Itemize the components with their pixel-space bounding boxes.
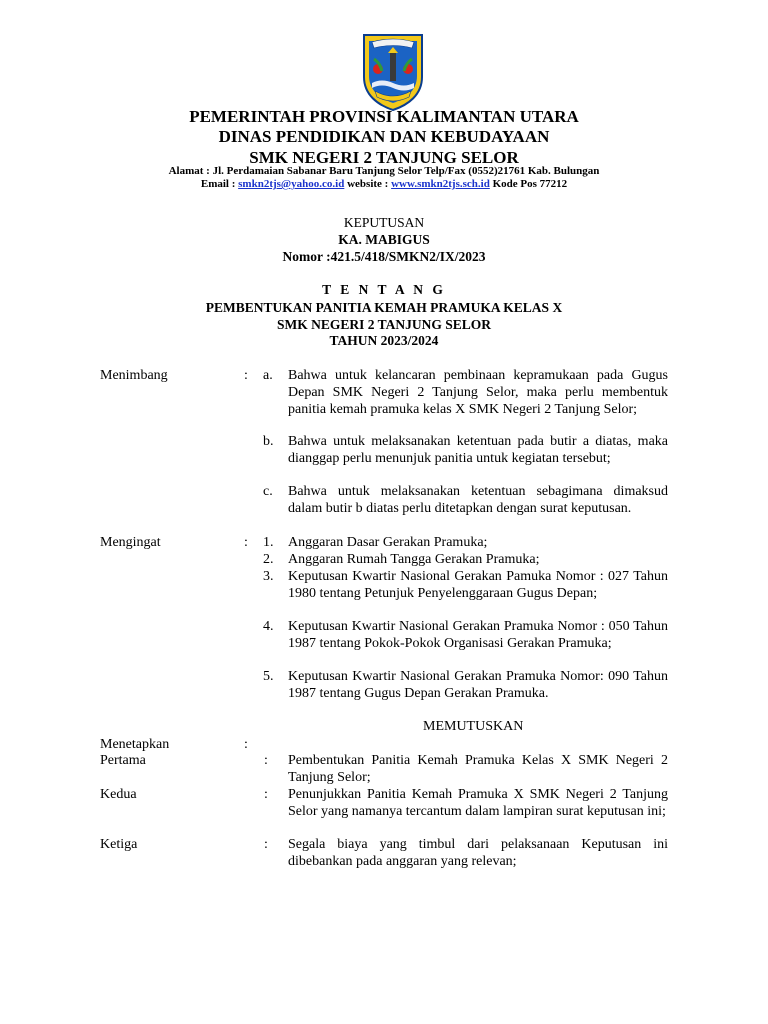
item-marker: 4.	[263, 619, 274, 634]
decree-subject-2: SMK NEGERI 2 TANJUNG SELOR	[276, 317, 492, 332]
kedua-colon: :	[264, 787, 268, 802]
item-text: Bahwa untuk kelancaran pembinaan kepramukaan pada Gugus Depan SMK Negeri 2 Tanjung Selor, maka perlu membentuk panitia kemah pramuka kelas X SMK Negeri 2 Tanjung Selor;	[288, 368, 668, 417]
mengingat-label: Mengingat	[100, 535, 161, 550]
item-text: Segala biaya yang timbul dari pelaksanaan Keputusan ini dibebankan pada anggaran yang relevan;	[288, 837, 668, 869]
decree-number: Nomor :421.5/418/SMKN2/IX/2023	[282, 249, 486, 264]
header-department: DINAS PENDIDIKAN DAN KEBUDAYAAN	[218, 127, 550, 146]
memutuskan-heading: MEMUTUSKAN	[423, 719, 524, 734]
item-marker: c.	[263, 484, 273, 499]
item-marker: 2.	[263, 552, 274, 567]
postal-code: Kode Pos 77212	[492, 178, 568, 190]
decree-subject-3: TAHUN 2023/2024	[329, 333, 439, 348]
item-text: Keputusan Kwartir Nasional Gerakan Pramuka Nomor : 050 Tahun 1987 tentang Pokok-Pokok Organisasi Gerakan Pramuka;	[288, 619, 668, 651]
item-text: Keputusan Kwartir Nasional Gerakan Pramuka Nomor: 090 Tahun 1987 tentang Gugus Depan Gerakan Pramuka.	[288, 669, 668, 701]
mengingat-colon: :	[244, 535, 248, 550]
email-label: Email :	[200, 178, 236, 190]
ketiga-colon: :	[264, 837, 268, 852]
decree-title: KEPUTUSAN	[343, 215, 425, 230]
item-text: Pembentukan Panitia Kemah Pramuka Kelas X SMK Negeri 2 Tanjung Selor;	[288, 753, 668, 785]
item-marker: 3.	[263, 569, 274, 584]
decree-subject-1: PEMBENTUKAN PANITIA KEMAH PRAMUKA KELAS X	[205, 300, 563, 315]
pertama-colon: :	[264, 753, 268, 768]
menetapkan-label: Menetapkan	[100, 737, 170, 752]
header-contact	[0, 178, 768, 191]
item-text: Bahwa untuk melaksanakan ketentuan pada butir a diatas, maka dianggap perlu menunjuk panitia untuk kegiatan tersebut;	[288, 434, 668, 466]
item-marker: 5.	[263, 669, 274, 684]
item-text: Bahwa untuk melaksanakan ketentuan sebagimana dimaksud dalam butir b diatas perlu ditetapkan dengan surat keputusan.	[288, 484, 668, 516]
website-link[interactable]: www.smkn2tjs.sch.id	[391, 178, 490, 190]
menetapkan-colon: :	[244, 737, 248, 752]
item-text: Keputusan Kwartir Nasional Gerakan Pamuka Nomor : 027 Tahun 1980 tentang Petunjuk Penyelenggaraan Gugus Depan;	[288, 569, 668, 601]
decree-issuer: KA. MABIGUS	[338, 232, 430, 247]
item-marker: b.	[263, 434, 274, 449]
item-marker: a.	[263, 368, 273, 383]
header-government: PEMERINTAH PROVINSI KALIMANTAN UTARA	[189, 107, 579, 126]
item-marker: 1.	[263, 535, 274, 550]
header-address: Alamat : Jl. Perdamaian Sabanar Baru Tanjung Selor Telp/Fax (0552)21761 Kab. Bulungan	[168, 165, 600, 177]
header-school: SMK NEGERI 2 TANJUNG SELOR	[249, 148, 519, 167]
ketiga-label: Ketiga	[100, 837, 138, 852]
menimbang-colon: :	[244, 368, 248, 383]
email-link[interactable]: smkn2tjs@yahoo.co.id	[238, 178, 345, 190]
kalimantan-utara-crest-icon	[360, 31, 426, 111]
decree-about: T E N T A N G	[322, 282, 446, 297]
website-label: website :	[347, 178, 389, 190]
pertama-label: Pertama	[100, 753, 146, 768]
kedua-label: Kedua	[100, 787, 137, 802]
menimbang-label: Menimbang	[100, 368, 168, 383]
item-text: Anggaran Dasar Gerakan Pramuka;	[288, 535, 488, 550]
item-text: Penunjukkan Panitia Kemah Pramuka X SMK Negeri 2 Tanjung Selor yang namanya tercantum dalam lampiran surat keputusan ini;	[288, 787, 668, 819]
item-text: Anggaran Rumah Tangga Gerakan Pramuka;	[288, 552, 540, 567]
